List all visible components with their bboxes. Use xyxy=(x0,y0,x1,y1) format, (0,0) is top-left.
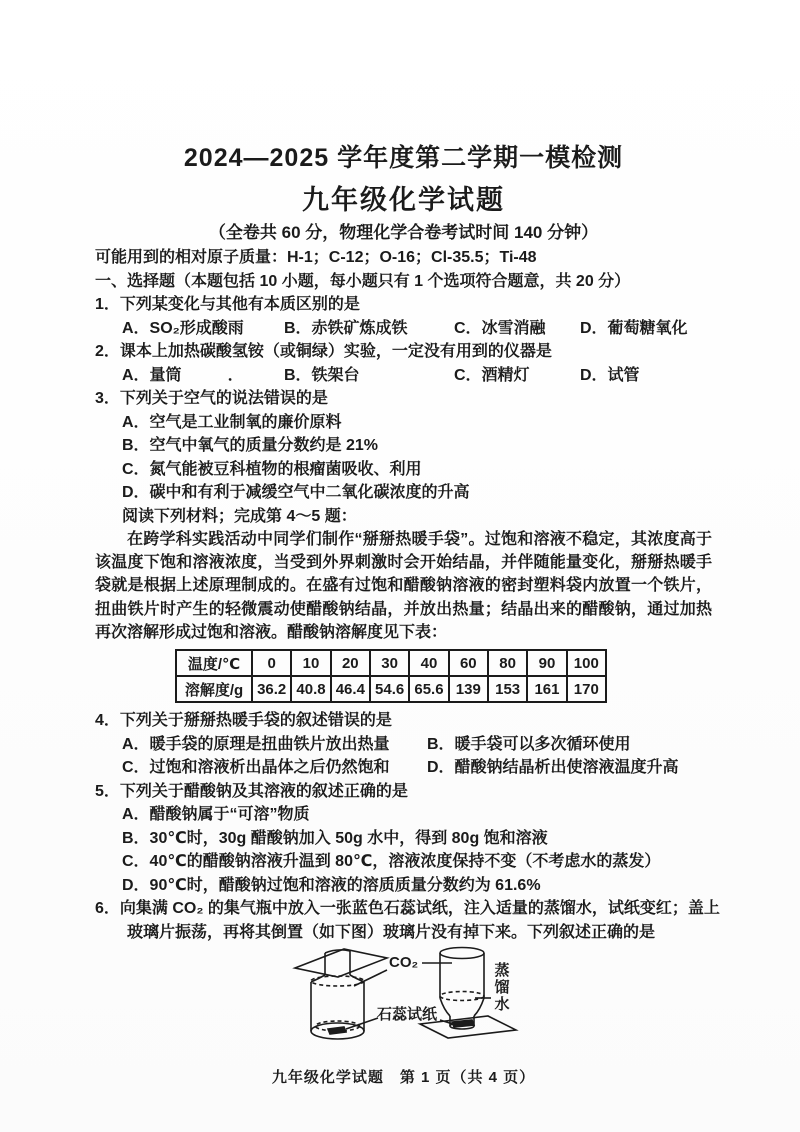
q5-option-b: B．30℃时，30g 醋酸钠加入 50g 水中，得到 80g 饱和溶液 xyxy=(122,829,548,847)
co2-label: CO₂ xyxy=(389,954,419,972)
question-6-stem-line1: 6．向集满 CO₂ 的集气瓶中放入一张蓝色石蕊试纸，注入适量的蒸馏水，试纸变红；盖上 xyxy=(95,900,720,918)
left-glass-plate xyxy=(295,949,387,977)
temp-cell: 100 xyxy=(567,650,606,676)
table-row-solubility xyxy=(176,676,606,702)
reading-paragraph: 在跨学科实践活动中同学们制作“掰掰热暖手袋”。过饱和溶液不稳定，其浓度高于该温度下饱和溶液浓度，当受到外界刺激时会开始结晶，并伴随能量变化，掰掰热暖手袋就是根据上述原理制成的。在盛有过饱和醋酸钠溶液的密封塑料袋内放置一个铁片，扭曲铁片时产生的轻微震动使醋酸钠结晶，并放出热量；结晶出来的醋酸钠，通过加热再次溶解形成过饱和溶液。醋酸钠溶解度见下表： xyxy=(95,531,712,641)
solubility-cell: 54.6 xyxy=(370,676,409,702)
temp-cell: 0 xyxy=(252,650,291,676)
solubility-cell: 170 xyxy=(567,676,606,702)
solubility-table xyxy=(175,649,607,703)
q3-option-c: C．氮气能被豆科植物的根瘤菌吸收、利用 xyxy=(122,460,422,478)
question-1-options xyxy=(95,317,712,341)
q3-option-b: B．空气中氧气的质量分数约是 21% xyxy=(122,437,379,454)
solubility-cell: 139 xyxy=(449,676,488,702)
solubility-cell: 40.8 xyxy=(291,676,330,702)
temp-cell: 10 xyxy=(291,650,330,676)
solubility-cell: 161 xyxy=(527,676,566,702)
q5-option-c: C．40℃的醋酸钠溶液升温到 80℃，溶液浓度保持不变（不考虑水的蒸发） xyxy=(122,853,661,871)
q1-option-c: C．冰雪消融 xyxy=(454,319,546,337)
temp-cell: 40 xyxy=(409,650,448,676)
question-1-stem: 1．下列某变化与其他有本质区别的是 xyxy=(95,296,360,313)
exam-title-line2: 九年级化学试题 xyxy=(302,185,505,215)
q5-option-a: A．醋酸钠属于“可溶”物质 xyxy=(122,806,310,824)
q4-option-b: B．暖手袋可以多次循环使用 xyxy=(427,735,631,753)
temp-cell: 80 xyxy=(488,650,527,676)
left-litmus-paper xyxy=(328,1027,346,1034)
q1-option-a: A．SO₂形成酸雨 xyxy=(122,319,244,337)
temp-header-cell: 温度/℃ xyxy=(176,650,252,676)
co2-pointer-left xyxy=(354,970,387,986)
q2-option-a-text: A．量筒 xyxy=(122,366,182,384)
solubility-cell: 153 xyxy=(488,676,527,702)
exam-subtitle: （全卷共 60 分，物理化学合卷考试时间 140 分钟） xyxy=(208,223,599,242)
question-5-stem: 5．下列关于醋酸钠及其溶液的叙述正确的是 xyxy=(95,782,408,800)
q3-option-a: A．空气是工业制氧的廉价原料 xyxy=(122,413,342,431)
q4-option-d: D．醋酸钠结晶析出使溶液温度升高 xyxy=(427,759,679,777)
q3-option-d: D．碳中和有利于减缓空气中二氧化碳浓度的升高 xyxy=(122,484,470,501)
q2-option-c: C．酒精灯 xyxy=(454,366,530,384)
solubility-cell: 65.6 xyxy=(409,676,448,702)
solubility-header-cell: 溶解度/g xyxy=(176,676,252,702)
question-4-options-row1 xyxy=(95,733,712,757)
q4-option-a: A．暖手袋的原理是扭曲铁片放出热量 xyxy=(122,735,390,753)
exam-title-line1: 2024—2025 学年度第二学期一模检测 xyxy=(183,144,624,172)
question-2-stem: 2．课本上加热碳酸氢铵（或铜绿）实验，一定没有用到的仪器是 xyxy=(95,343,552,360)
section-header: 一、选择题（本题包括 10 小题，每小题只有 1 个选项符合题意，共 20 分） xyxy=(95,272,631,290)
page-footer: 九年级化学试题 第 1 页（共 4 页） xyxy=(271,1069,536,1087)
table-row-temperature xyxy=(176,650,606,676)
q1-option-d: D．葡萄糖氧化 xyxy=(580,319,688,337)
question-6-figure xyxy=(292,946,542,1050)
right-litmus-paper xyxy=(452,1020,474,1027)
temp-cell: 90 xyxy=(527,650,566,676)
q4-option-c: C．过饱和溶液析出晶体之后仍然饱和 xyxy=(122,759,390,777)
temp-cell: 30 xyxy=(370,650,409,676)
question-6-stem-line2: 玻璃片振荡，再将其倒置（如下图）玻璃片没有掉下来。下列叙述正确的是 xyxy=(127,923,656,941)
temp-cell: 20 xyxy=(331,650,370,676)
solubility-cell: 46.4 xyxy=(331,676,370,702)
q2-option-b: B．铁架台 xyxy=(284,366,360,384)
right-bottle-mouth xyxy=(440,948,484,959)
atomic-mass-note: 可能用到的相对原子质量：H-1；C-12；O-16；Cl-35.5；Ti-48 xyxy=(95,249,537,266)
litmus-paper-label: 石蕊试纸 xyxy=(377,1006,438,1024)
q5-option-d: D．90℃时，醋酸钠过饱和溶液的溶质质量分数约为 61.6% xyxy=(122,876,541,894)
q2-option-d: D．试管 xyxy=(580,366,640,384)
temp-cell: 60 xyxy=(449,650,488,676)
scan-stray-mark: ． xyxy=(227,366,244,384)
distilled-water-label: 蒸馏水 xyxy=(494,962,510,1014)
question-4-stem: 4．下列关于掰掰热暖手袋的叙述错误的是 xyxy=(95,712,392,730)
question-2-options xyxy=(95,364,712,388)
q1-option-b: B．赤铁矿炼成铁 xyxy=(284,319,408,337)
q2-option-a xyxy=(122,364,284,388)
question-3-stem: 3．下列关于空气的说法错误的是 xyxy=(95,390,328,407)
reading-intro: 阅读下列材料；完成第 4～5 题： xyxy=(122,507,357,525)
question-4-options-row2 xyxy=(95,756,712,780)
solubility-cell: 36.2 xyxy=(252,676,291,702)
